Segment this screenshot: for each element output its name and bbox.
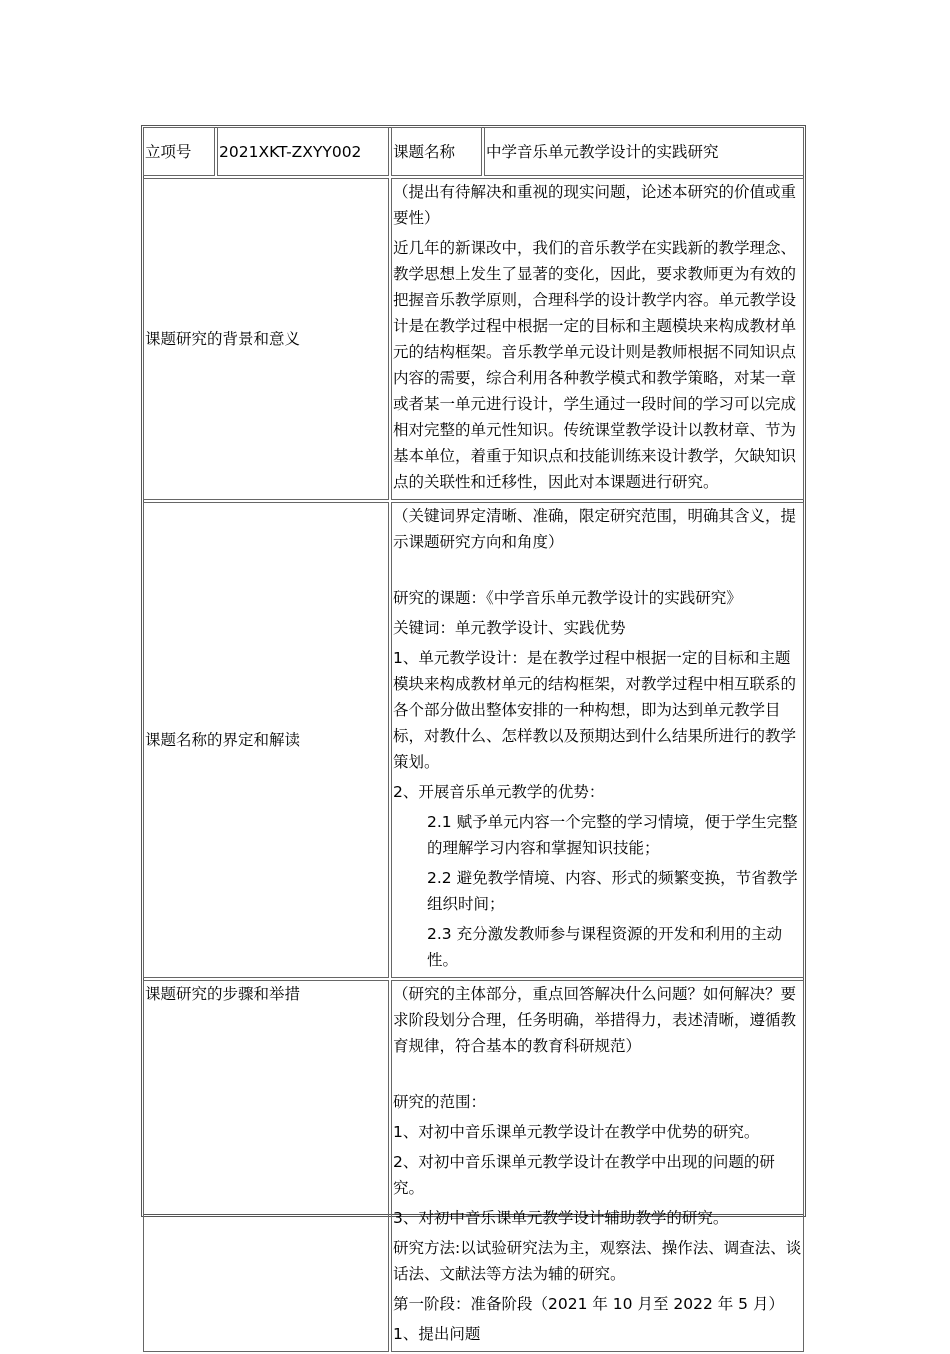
steps-label: 课题研究的步骤和举措 [143,980,389,1352]
definition-item-2: 2、开展音乐单元教学的优势： [393,783,605,801]
definition-label: 课题名称的界定和解读 [143,502,389,978]
spacer [393,559,802,585]
header-row [143,127,804,176]
steps-scope-item-2: 2、对初中音乐课单元教学设计在教学中出现的问题的研究。 [393,1153,775,1197]
steps-scope-heading: 研究的范围： [393,1093,487,1111]
project-title-value: 中学音乐单元教学设计的实践研究 [484,127,804,176]
steps-phase-1-item-1: 1、提出问题 [393,1325,481,1343]
steps-method: 研究方法:以试验研究法为主，观察法、操作法、调查法、谈话法、文献法等方法为辅的研究。 [393,1239,802,1283]
background-body: 近几年的新课改中，我们的音乐教学在实践新的教学理念、教学思想上发生了显著的变化，因此，要求教师更为有效的把握音乐教学原则，合理科学的设计教学内容。单元教学设计是在教学过程中根据一定的目标和主题模块来构成教材单元的结构框架。音乐教学单元设计则是教师根据不同知识点内容的需要，综合利用各种教学模式和教学策略，对某一章或者某一单元进行设计，学生通过一段时间的学习可以完成相对完整的单元性知识。传统课堂教学设计以教材章、节为基本单位，着重于知识点和技能训练来设计教学，欠缺知识点的关联性和迁移性，因此对本课题进行研究。 [393,239,797,491]
steps-scope-item-3: 3、对初中音乐课单元教学设计辅助教学的研究。 [393,1209,729,1227]
steps-row [143,980,804,1352]
definition-item-1: 1、单元教学设计：是在教学过程中根据一定的目标和主题模块来构成教材单元的结构框架，对教学过程中相互联系的各个部分做出整体安排的一种构想，即为达到单元教学目标，对教什么、怎样教以及预期达到什么结果所进行的教学策划。 [393,649,797,771]
definition-row [143,502,804,978]
background-content [391,178,804,500]
steps-content [391,980,804,1352]
steps-scope-item-1: 1、对初中音乐课单元教学设计在教学中优势的研究。 [393,1123,760,1141]
project-number-label: 立项号 [143,127,215,176]
steps-hint: （研究的主体部分，重点回答解决什么问题？如何解决？要求阶段划分合理，任务明确，举措得力，表述清晰，遵循教育规律，符合基本的教育科研规范） [393,985,797,1055]
definition-content [391,502,804,978]
background-label: 课题研究的背景和意义 [143,178,389,500]
project-form-table [141,125,806,1354]
project-title-label: 课题名称 [391,127,482,176]
steps-phase-1: 第一阶段：准备阶段（2021 年 10 月至 2022 年 5 月） [393,1295,784,1313]
background-hint: （提出有待解决和重视的现实问题，论述本研究的价值或重要性） [393,183,797,227]
definition-topic: 研究的课题：《中学音乐单元教学设计的实践研究》 [393,589,742,607]
definition-subitem-2-2: 2.2 避免教学情境、内容、形式的频繁变换，节省教学组织时间； [427,869,798,913]
definition-keywords: 关键词：单元教学设计、实践优势 [393,619,626,637]
definition-subitem-2-1: 2.1 赋予单元内容一个完整的学习情境，便于学生完整的理解学习内容和掌握知识技能； [427,813,798,857]
definition-subitem-2-3: 2.3 充分激发教师参与课程资源的开发和利用的主动性。 [427,925,783,969]
definition-hint: （关键词界定清晰、准确，限定研究范围，明确其含义，提示课题研究方向和角度） [393,507,797,551]
project-number-value: 2021XKT-ZXYY002 [217,127,389,176]
spacer [393,1063,802,1089]
background-row [143,178,804,500]
